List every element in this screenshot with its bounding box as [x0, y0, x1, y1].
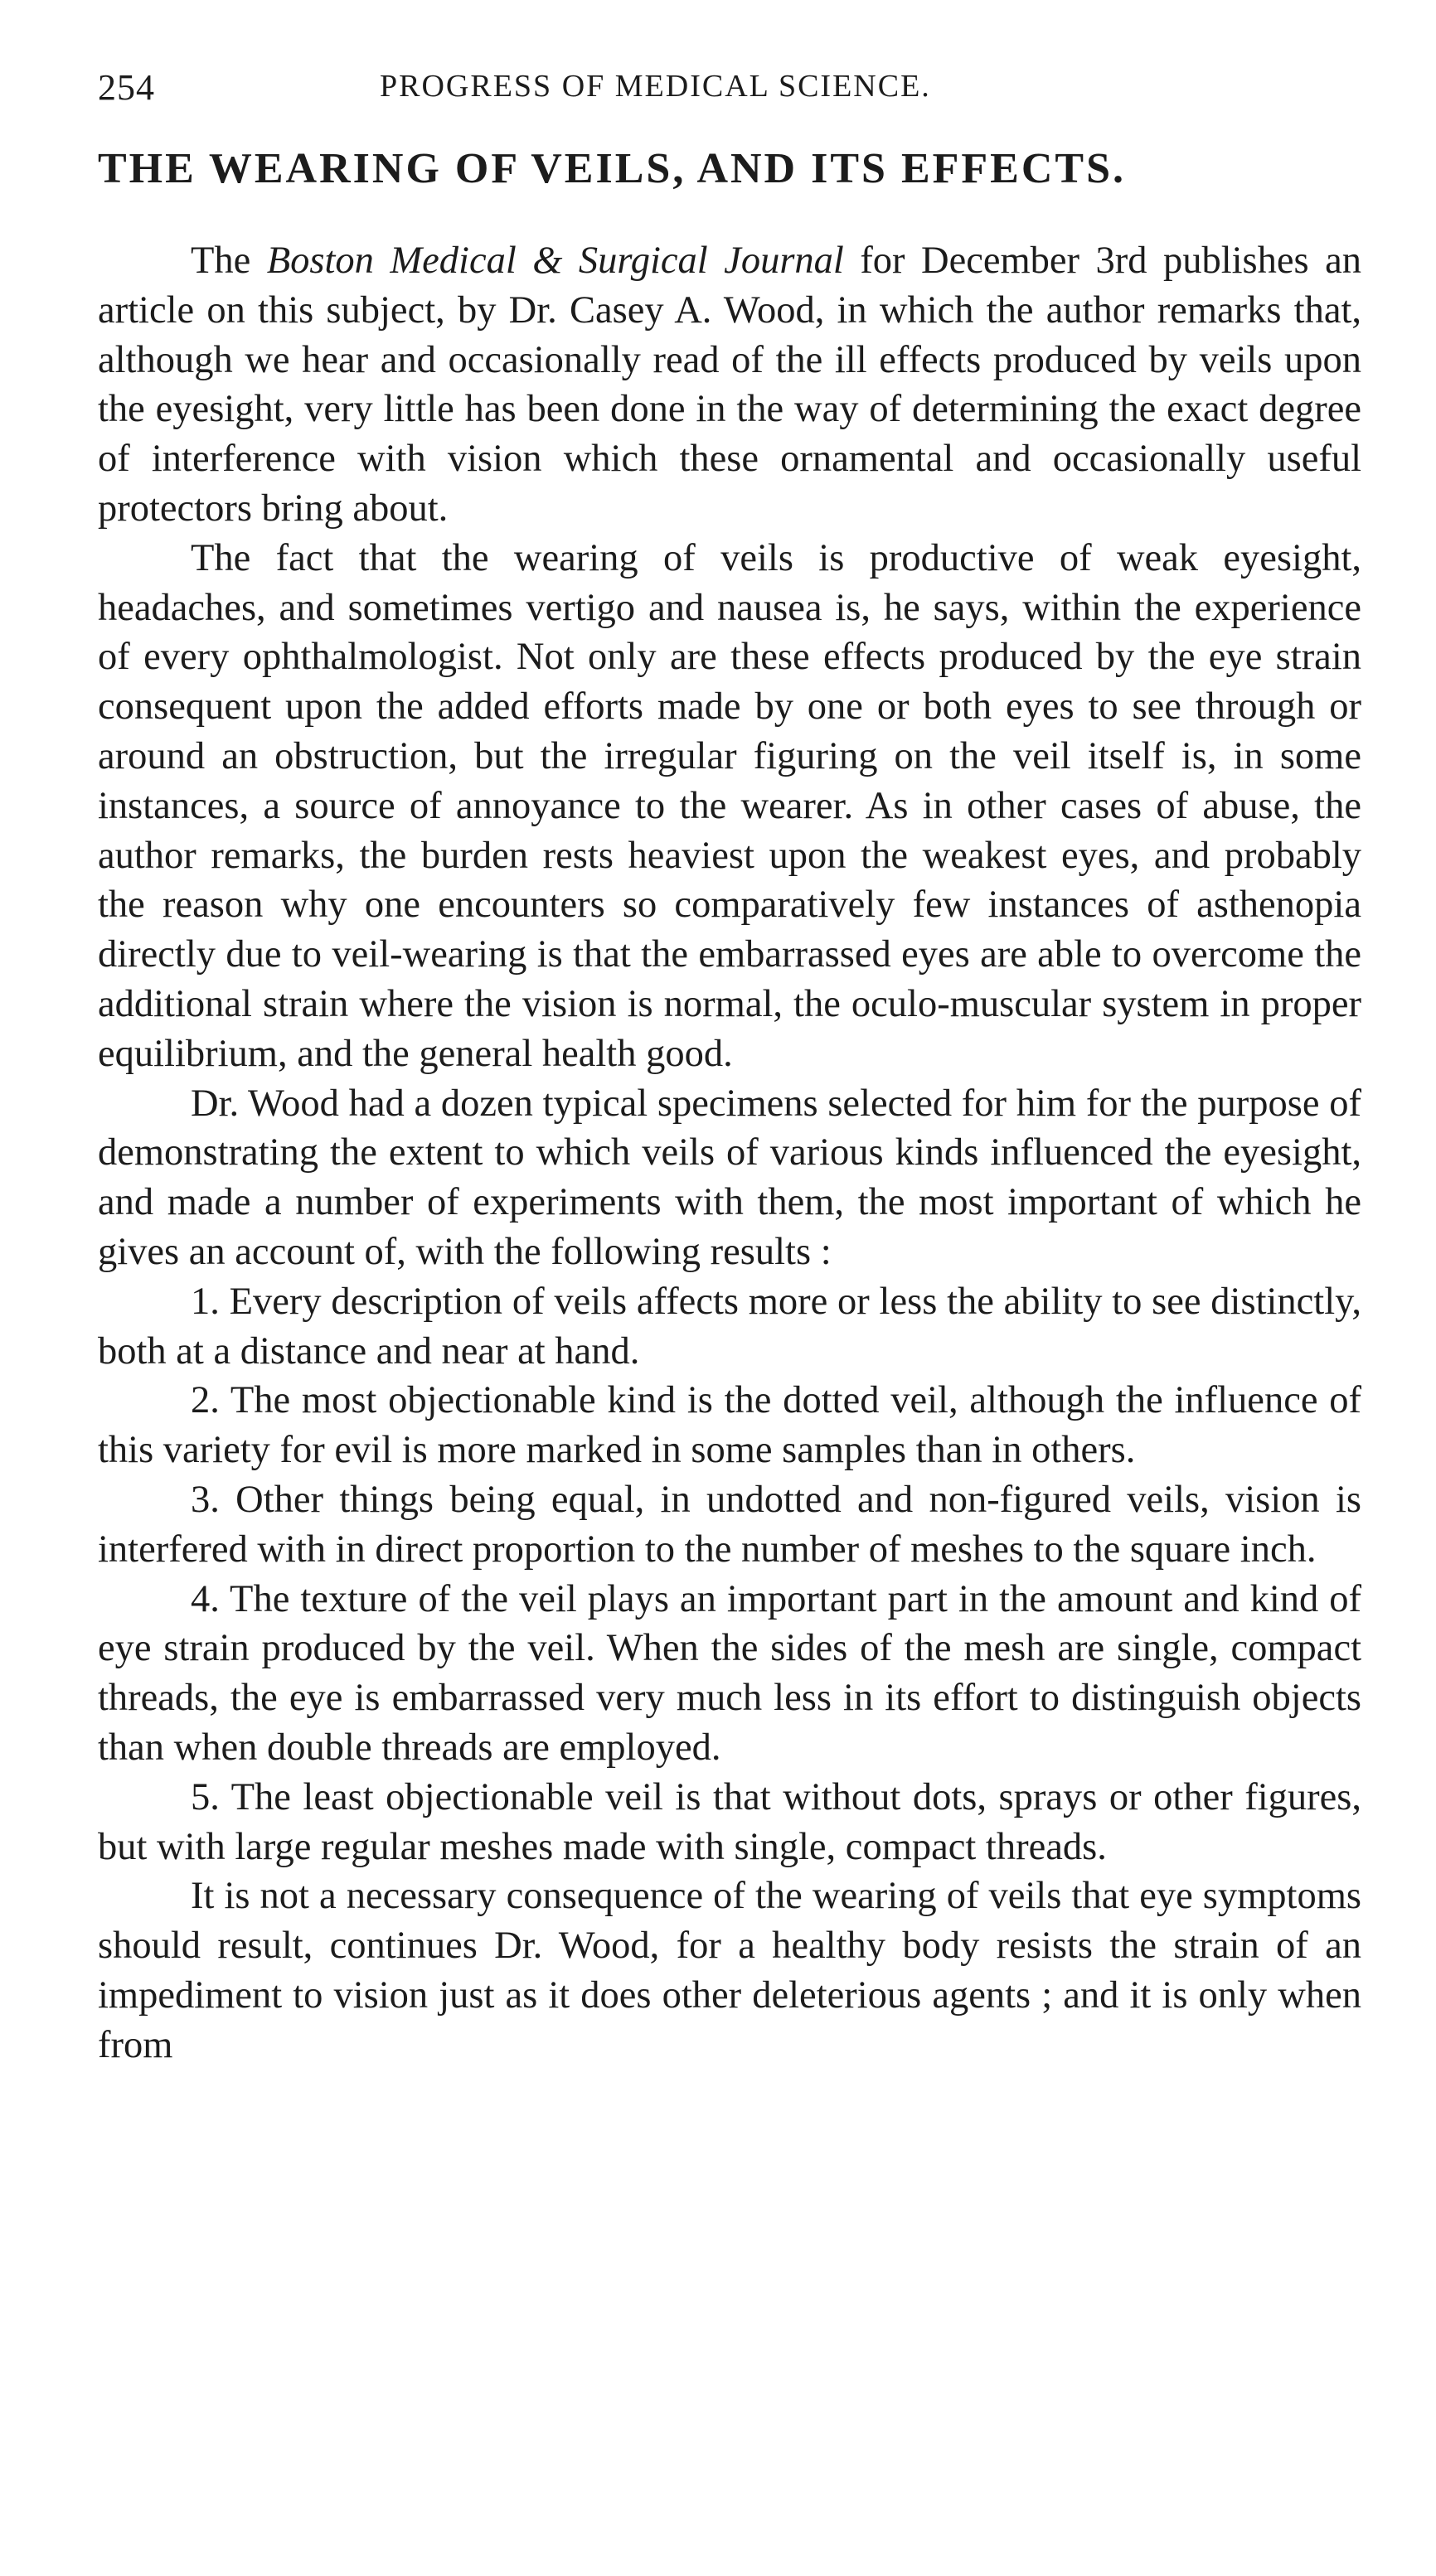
running-header [98, 58, 1361, 116]
list-item: 4. The texture of the veil plays an important part in the amount and kind of eye strain produced by the veil. When the sides of the mesh are single, compact threads, the eye is embarrassed very much less in its effort to distinguish objects than when double threads are employed. [98, 1577, 1361, 1769]
running-title: PROGRESS OF MEDICAL SCIENCE. [380, 69, 931, 104]
intro-rest: for December 3rd publishes an article on this subject, by Dr. Casey A. Wood, in which the author remarks that, although we hear and occasionally read of the ill effects produced by veils upon the eyesight, very little has been done in the way of determining the exact degree of interference with vision which these ornamental and occasionally useful protectors bring about. [98, 240, 1361, 530]
page-number: 254 [98, 67, 155, 108]
list-item: 5. The least objectionable veil is that without dots, sprays or other figures, but with large regular meshes made with single, compact threads. [98, 1775, 1361, 1868]
article-body [98, 236, 1361, 2070]
paragraph [98, 236, 1361, 534]
list-item: 1. Every description of veils affects more or less the ability to see distinctly, both at a distance and near at hand. [98, 1280, 1361, 1373]
paragraph: The fact that the wearing of veils is productive of weak eyesight, headaches, and sometimes vertigo and nausea is, he says, within the experience of every ophthalmologist. Not only are these effects produced by the eye strain consequent upon the added efforts made by one or both eyes to see through or around an obstruction, but the irregular figuring on the veil itself is, in some instances, a source of annoyance to the wearer. As in other cases of abuse, the author remarks, the burden rests heaviest upon the weakest eyes, and probably the reason why one encounters so comparatively few instances of asthenopia directly due to veil-wearing is that the embarrassed eyes are able to overcome the additional strain where the vision is normal, the oculo-muscular system in proper equilibrium, and the general health good. [98, 536, 1361, 1075]
article-title: THE WEARING OF VEILS, AND ITS EFFECTS. [98, 145, 1126, 192]
paragraph: It is not a necessary consequence of the wearing of veils that eye symptoms should result, continues Dr. Wood, for a healthy body resists the strain of an impediment to vision just as it does other deleterious agents ; and it is only when from [98, 1875, 1361, 2066]
document-page [98, 58, 1361, 2070]
list-item: 2. The most objectionable kind is the dotted veil, although the influence of this variety for evil is more marked in some samples than in others. [98, 1379, 1361, 1472]
journal-name: Boston Medical & Surgical Journal [266, 240, 844, 282]
intro-prefix: The [191, 240, 267, 282]
list-item: 3. Other things being equal, in undotted and non-figured veils, vision is interfered with in direct proportion to the number of meshes to the square inch. [98, 1478, 1361, 1571]
paragraph: Dr. Wood had a dozen typical specimens selected for him for the purpose of demonstrating the extent to which veils of various kinds influenced the eyesight, and made a number of experiments with them, the most important of which he gives an account of, with the following results : [98, 1082, 1361, 1273]
